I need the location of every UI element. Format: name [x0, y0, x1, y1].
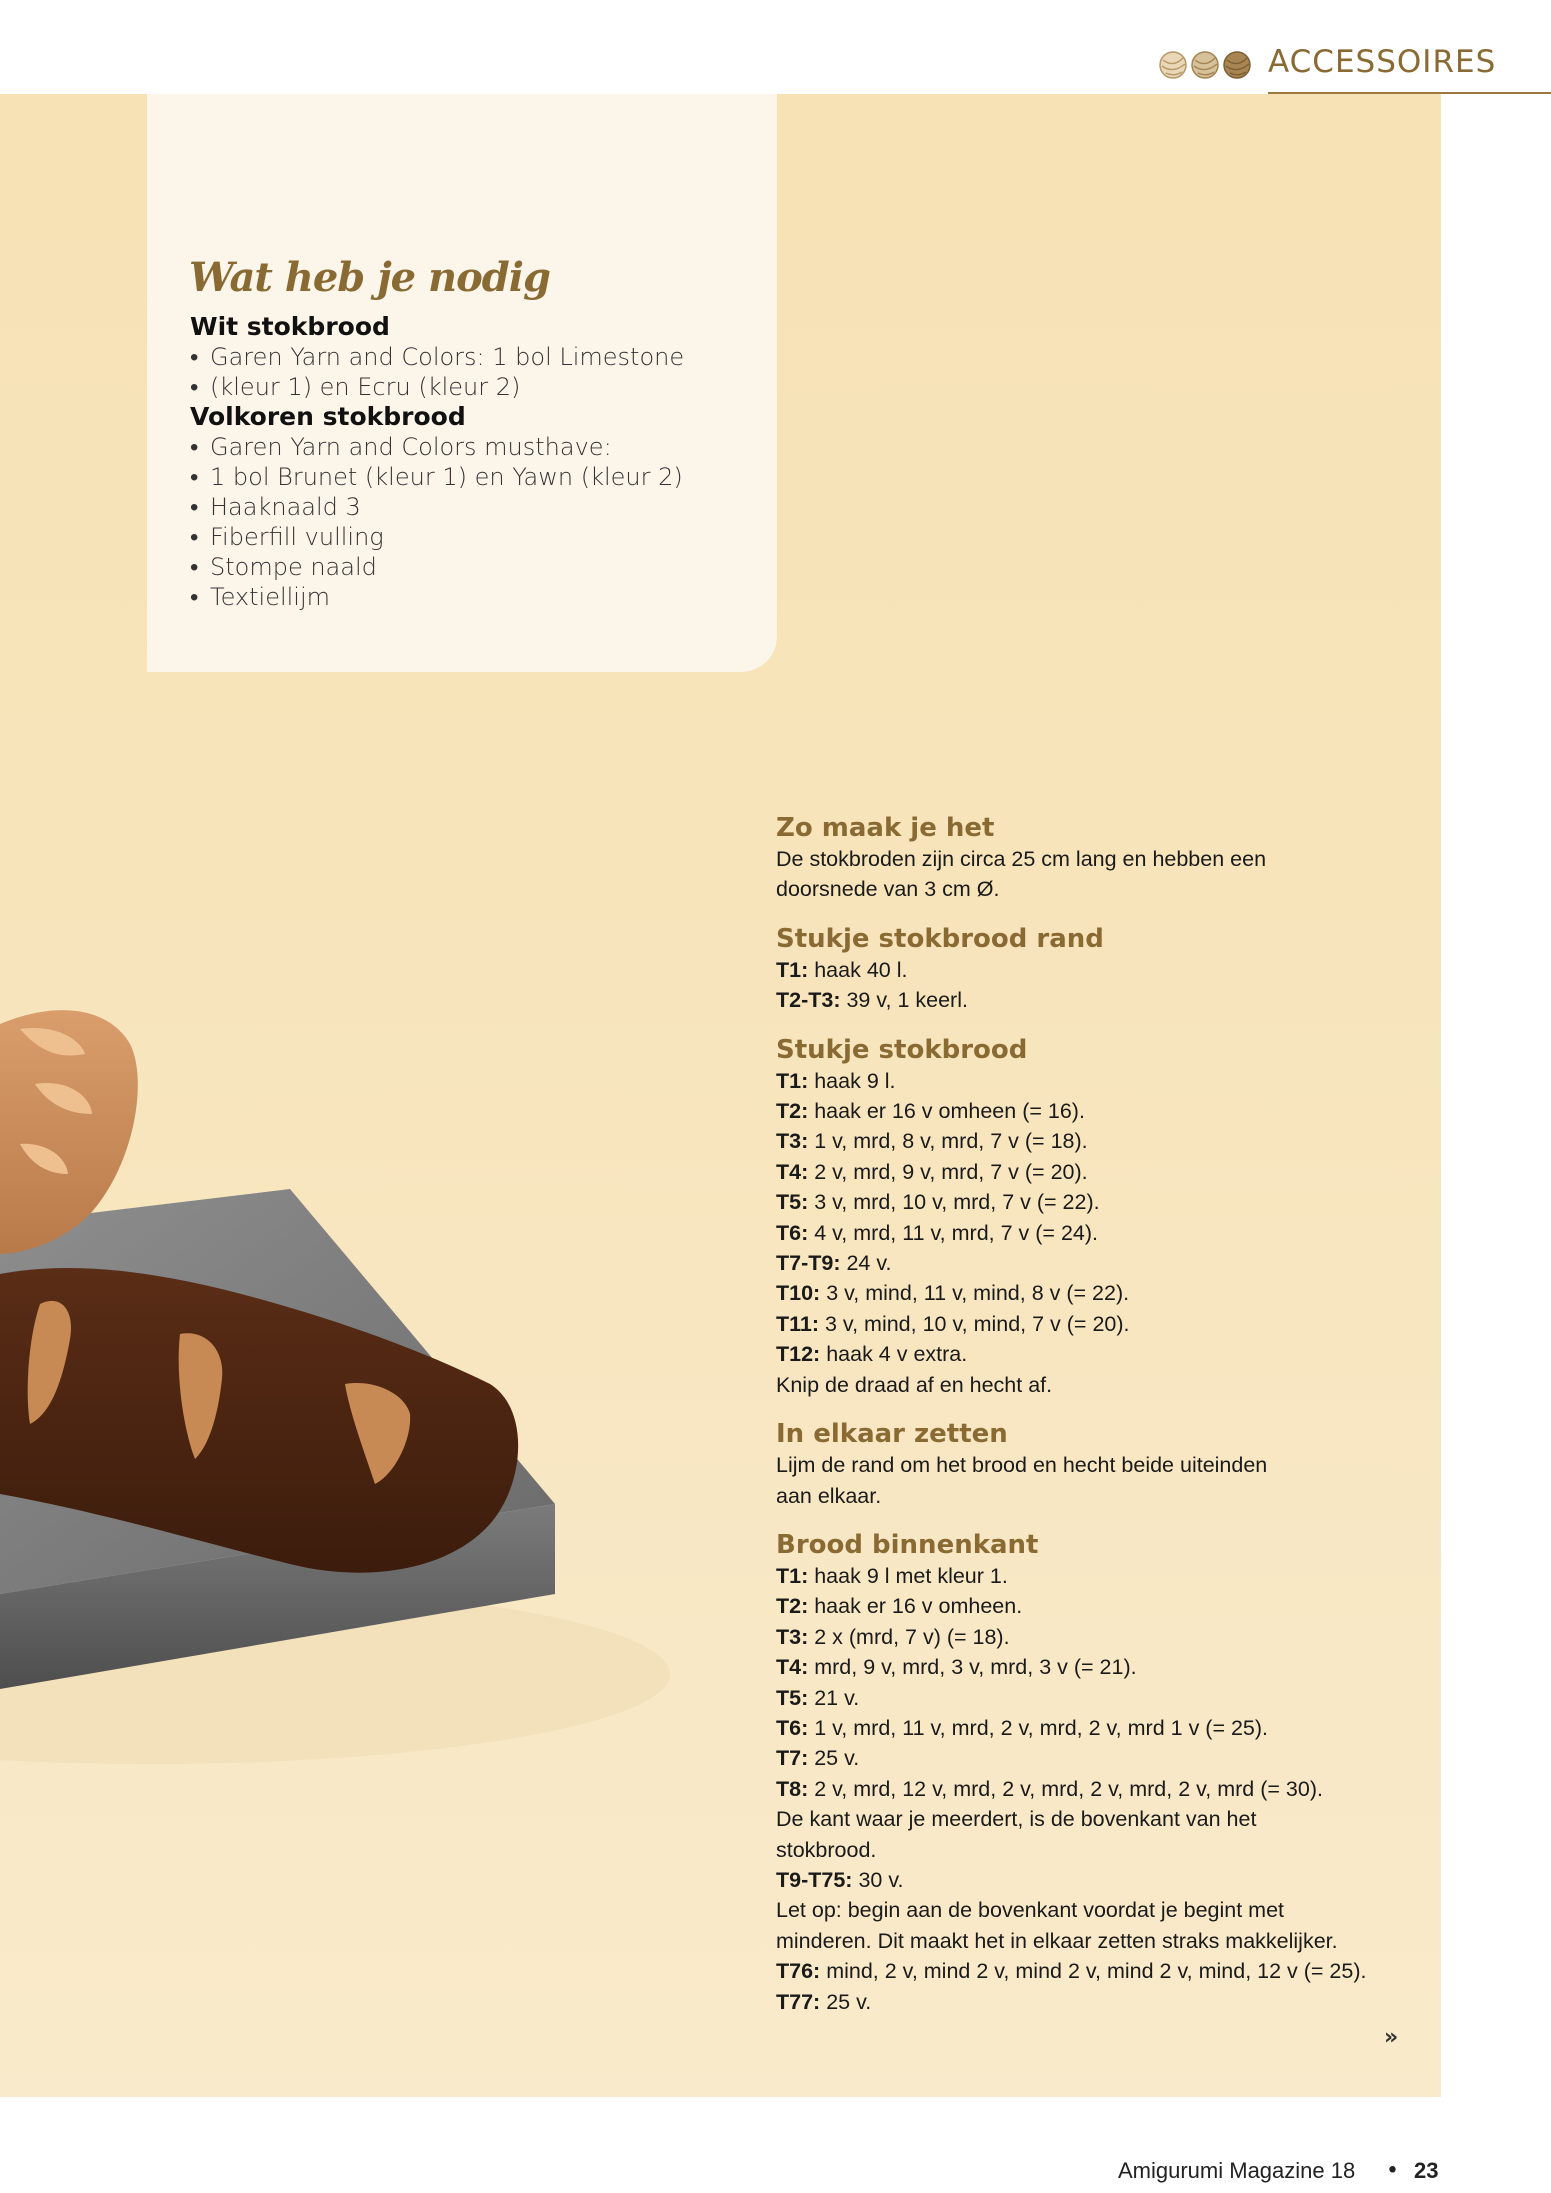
materials-title: Wat heb je nodig [189, 254, 550, 301]
materials-item: • Stompe naald [190, 552, 750, 582]
round-label: T3: [776, 1129, 809, 1154]
instruction-text: 4 v, mrd, 11 v, mrd, 7 v (= 24). [808, 1220, 1098, 1245]
instruction-text: Knip de draad af en hecht af. [776, 1372, 1053, 1397]
instruction-line [776, 1804, 1416, 1834]
instruction-line [776, 1683, 1416, 1713]
round-label: T7-T9: [776, 1251, 841, 1276]
instruction-text: Let op: begin aan de bovenkant voordat je begint met [776, 1898, 1285, 1923]
instruction-text: aan elkaar. [776, 1483, 882, 1508]
instruction-text: 21 v. [808, 1685, 860, 1710]
instruction-text: haak 40 l. [808, 957, 908, 982]
materials-item: • Garen Yarn and Colors musthave: [190, 432, 750, 462]
instruction-line [776, 1157, 1416, 1187]
yarn-balls-icon [1158, 50, 1254, 80]
instruction-text: De stokbroden zijn circa 25 cm lang en hebben een [776, 847, 1267, 871]
round-label: T1: [776, 1563, 809, 1588]
continue-marker: » [1384, 2025, 1399, 2050]
section-title: Stukje stokbrood rand [776, 923, 1104, 954]
instruction-line [776, 955, 1416, 985]
instruction-line [776, 1652, 1416, 1682]
instruction-text: 2 v, mrd, 12 v, mrd, 2 v, mrd, 2 v, mrd, 2 v, mrd (= 30). [808, 1776, 1323, 1801]
instruction-line [776, 1248, 1416, 1278]
instruction-text: 30 v. [852, 1867, 904, 1892]
materials-item: • Textiellijm [190, 582, 750, 612]
section-title: In elkaar zetten [776, 1419, 1008, 1450]
instruction-text: stokbrood. [776, 1837, 877, 1862]
footer-magazine: Amigurumi Magazine 18 [1118, 2158, 1356, 2183]
instruction-text: 39 v, 1 keerl. [840, 988, 968, 1013]
instruction-text: 2 x (mrd, 7 v) (= 18). [808, 1624, 1010, 1649]
round-label: T5: [776, 1685, 809, 1710]
round-label: T4: [776, 1655, 809, 1680]
round-label: T2-T3: [776, 988, 841, 1013]
section-title: Brood binnenkant [776, 1529, 1039, 1560]
instruction-text: haak 9 l met kleur 1. [808, 1563, 1008, 1588]
instruction-text: De kant waar je meerdert, is de bovenkant van het [776, 1807, 1257, 1832]
instruction-text: 2 v, mrd, 9 v, mrd, 7 v (= 20). [808, 1159, 1088, 1184]
round-label: T10: [776, 1281, 821, 1306]
instruction-text: minderen. Dit maakt het in elkaar zetten straks makkelijker. [776, 1928, 1338, 1953]
instruction-text: haak er 16 v omheen. [808, 1594, 1023, 1619]
instruction-line [776, 1096, 1416, 1126]
section-title: Stukje stokbrood [776, 1034, 1028, 1065]
materials-item-continued: • (kleur 1) en Ecru (kleur 2) [190, 372, 750, 402]
round-label: T8: [776, 1776, 809, 1801]
materials-subtitle: Volkoren stokbrood [190, 402, 466, 431]
instruction-line [776, 1956, 1416, 1986]
round-label: T1: [776, 1068, 809, 1093]
section-title: Zo maak je het [776, 813, 995, 843]
round-label: T4: [776, 1159, 809, 1184]
page-header [0, 0, 1551, 94]
round-label: T2: [776, 1099, 809, 1124]
round-label: T77: [776, 1989, 821, 2014]
instruction-line [776, 1450, 1416, 1480]
round-label: T7: [776, 1746, 809, 1771]
materials-item-continued: • 1 bol Brunet (kleur 1) en Yawn (kleur 2) [190, 462, 750, 492]
instruction-text: 1 v, mrd, 8 v, mrd, 7 v (= 18). [808, 1129, 1088, 1154]
instruction-text: doorsnede van 3 cm Ø. [776, 877, 1000, 902]
instruction-line [776, 1622, 1416, 1652]
page-number: 23 [1414, 2158, 1439, 2183]
instruction-line [776, 1339, 1416, 1369]
instruction-line [776, 1481, 1416, 1511]
round-label: T9-T75: [776, 1867, 853, 1892]
instruction-line [776, 1926, 1416, 1956]
round-label: T5: [776, 1190, 809, 1215]
instruction-line [776, 1774, 1416, 1804]
round-label: T3: [776, 1624, 809, 1649]
section-label: ACCESSOIRES [1268, 44, 1497, 80]
materials-item: • Garen Yarn and Colors: 1 bol Limestone [190, 342, 750, 372]
instruction-text: Lijm de rand om het brood en hecht beide uiteinden [776, 1453, 1268, 1478]
instruction-line [776, 1218, 1416, 1248]
instruction-text: mrd, 9 v, mrd, 3 v, mrd, 3 v (= 21). [808, 1655, 1137, 1680]
instruction-text: 3 v, mrd, 10 v, mrd, 7 v (= 22). [808, 1190, 1100, 1215]
instruction-text: 1 v, mrd, 11 v, mrd, 2 v, mrd, 2 v, mrd 1 v (= 25). [808, 1715, 1269, 1740]
instruction-text: haak 9 l. [808, 1068, 896, 1093]
instruction-line [776, 1895, 1416, 1925]
instruction-line [776, 1591, 1416, 1621]
instruction-line [776, 1987, 1416, 2017]
instruction-line [776, 1743, 1416, 1773]
instruction-line [776, 844, 1416, 874]
round-label: T6: [776, 1715, 809, 1740]
instruction-text: 3 v, mind, 10 v, mind, 7 v (= 20). [819, 1311, 1130, 1336]
materials-subtitle: Wit stokbrood [190, 312, 390, 341]
round-label: T2: [776, 1594, 809, 1619]
round-label: T6: [776, 1220, 809, 1245]
round-label: T12: [776, 1342, 821, 1367]
instruction-line [776, 1370, 1416, 1400]
instruction-line [776, 1066, 1416, 1096]
instruction-line [776, 1309, 1416, 1339]
materials-item: • Haaknaald 3 [190, 492, 750, 522]
instruction-text: haak 4 v extra. [820, 1342, 968, 1367]
instruction-text: 25 v. [820, 1989, 872, 2014]
round-label: T11: [776, 1311, 820, 1336]
instruction-text: mind, 2 v, mind 2 v, mind 2 v, mind 2 v, mind, 12 v (= 25). [820, 1959, 1367, 1984]
instruction-line [776, 874, 1416, 904]
instruction-line [776, 1865, 1416, 1895]
round-label: T1: [776, 957, 809, 982]
materials-box [147, 94, 777, 672]
instruction-line [776, 1561, 1416, 1591]
instructions-column [776, 812, 1416, 2017]
materials-list [190, 312, 750, 612]
instruction-text: 25 v. [808, 1746, 860, 1771]
instruction-line [776, 1187, 1416, 1217]
instruction-line [776, 1713, 1416, 1743]
instruction-text: haak er 16 v omheen (= 16). [808, 1099, 1085, 1124]
instruction-line [776, 985, 1416, 1015]
footer-bullet: • [1386, 2158, 1399, 2184]
instruction-line [776, 1278, 1416, 1308]
instruction-line [776, 1126, 1416, 1156]
instruction-text: 24 v. [840, 1251, 892, 1276]
materials-item: • Fiberfill vulling [190, 522, 750, 552]
instruction-line [776, 1835, 1416, 1865]
instruction-text: 3 v, mind, 11 v, mind, 8 v (= 22). [820, 1281, 1130, 1306]
round-label: T76: [776, 1959, 821, 1984]
